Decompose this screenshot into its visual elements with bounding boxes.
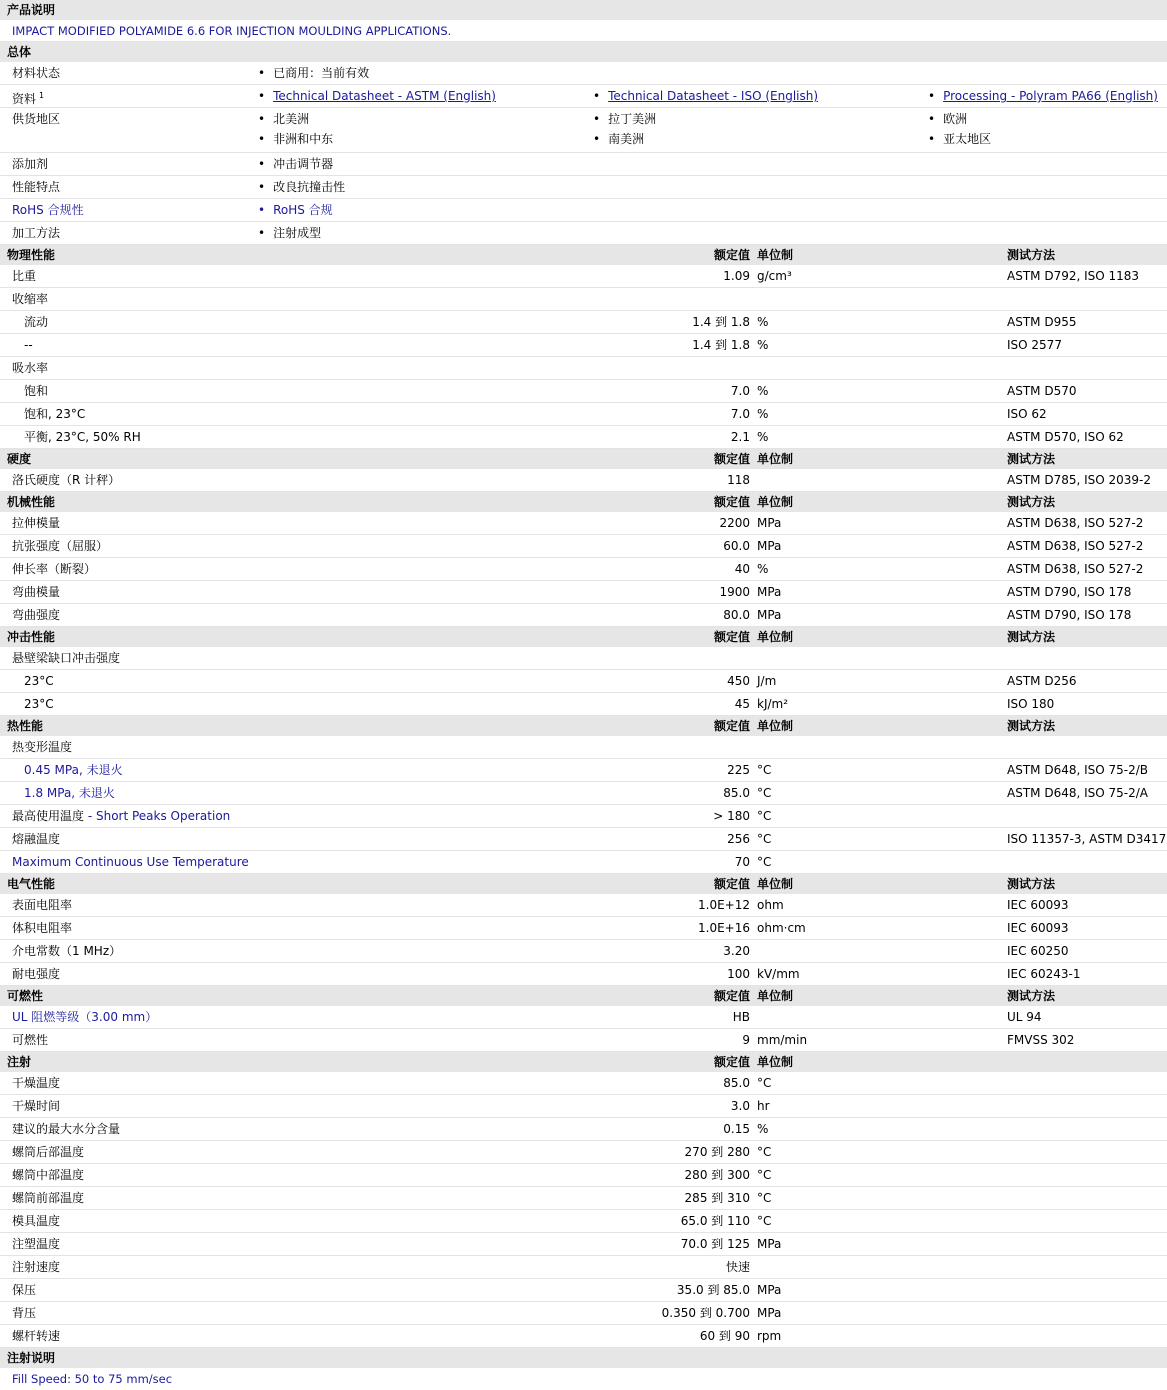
header-unit: 单位制 (757, 630, 794, 644)
property-row: 1.8 MPa, 未退火 85.0 °C ASTM D648, ISO 75-2/A (0, 782, 1167, 805)
rohs-value: • RoHS 合规 (258, 199, 333, 221)
header-method: 测试方法 (1007, 248, 1056, 262)
property-row: 吸水率 (0, 357, 1167, 380)
docs-footnote: 1 (39, 91, 45, 100)
docs-label: 资料 (12, 92, 37, 106)
injection-notes-text: Fill Speed: 50 to 75 mm/sec (12, 1372, 173, 1386)
general-row-process (0, 222, 1167, 245)
header-unit: 单位制 (757, 877, 794, 891)
section-hardness (0, 449, 1167, 469)
header-unit: 单位制 (757, 495, 794, 509)
header-method: 测试方法 (1007, 877, 1056, 891)
property-row: 螺筒后部温度 270 到 280 °C (0, 1141, 1167, 1164)
property-row: 拉伸模量 2200 MPa ASTM D638, ISO 527-2 (0, 512, 1167, 535)
property-row: 饱和 7.0 % ASTM D570 (0, 380, 1167, 403)
doc-link-astm[interactable]: • Technical Datasheet - ASTM (English) (258, 85, 496, 107)
property-row: 熔融温度 256 °C ISO 11357-3, ASTM D3417 (0, 828, 1167, 851)
property-row: 23°C 450 J/m ASTM D256 (0, 670, 1167, 693)
property-row: 悬壁梁缺口冲击强度 (0, 647, 1167, 670)
row-label (12, 85, 44, 110)
header-value: 额定值 (713, 719, 750, 733)
section-title: 注射说明 (7, 1351, 56, 1365)
property-row: 伸长率（断裂） 40 % ASTM D638, ISO 527-2 (0, 558, 1167, 581)
property-row: 表面电阻率 1.0E+12 ohm IEC 60093 (0, 894, 1167, 917)
general-row-rohs (0, 199, 1167, 222)
general-row-additive (0, 153, 1167, 176)
doc-link-iso[interactable]: • Technical Datasheet - ISO (English) (593, 85, 818, 107)
section-title: 硬度 (7, 452, 32, 466)
region-item: • 欧洲 (928, 108, 967, 130)
injection-notes-row (0, 1368, 1167, 1390)
row-label: 加工方法 (12, 226, 61, 240)
header-method: 测试方法 (1007, 452, 1056, 466)
header-value: 额定值 (713, 495, 750, 509)
property-row: 注塑温度 70.0 到 125 MPa (0, 1233, 1167, 1256)
doc-link-processing[interactable]: • Processing - Polyram PA66 (English) (928, 85, 1158, 107)
property-row: 螺筒前部温度 285 到 310 °C (0, 1187, 1167, 1210)
row-label: 供货地区 (12, 112, 61, 126)
property-row: 流动 1.4 到 1.8 % ASTM D955 (0, 311, 1167, 334)
general-row-docs (0, 85, 1167, 108)
section-product-description (0, 0, 1167, 20)
header-method: 测试方法 (1007, 989, 1056, 1003)
header-value: 额定值 (713, 1055, 750, 1069)
property-row: 建议的最大水分含量 0.15 % (0, 1118, 1167, 1141)
header-method: 测试方法 (1007, 719, 1056, 733)
process-value: • 注射成型 (258, 222, 321, 244)
property-row: UL 阻燃等级（3.00 mm） HB UL 94 (0, 1006, 1167, 1029)
region-item: • 拉丁美洲 (593, 108, 656, 130)
section-title: 物理性能 (7, 248, 56, 262)
property-row: 可燃性 9 mm/min FMVSS 302 (0, 1029, 1167, 1052)
property-row: Maximum Continuous Use Temperature 70 °C (0, 851, 1167, 874)
section-title: 总体 (7, 45, 32, 59)
header-value: 额定值 (713, 630, 750, 644)
section-general (0, 42, 1167, 62)
section-injection (0, 1052, 1167, 1072)
section-title: 电气性能 (7, 877, 56, 891)
property-row: 模具温度 65.0 到 110 °C (0, 1210, 1167, 1233)
property-row: 体积电阻率 1.0E+16 ohm·cm IEC 60093 (0, 917, 1167, 940)
section-title: 可燃性 (7, 989, 44, 1003)
general-row-regions (0, 108, 1167, 153)
property-row: 干燥温度 85.0 °C (0, 1072, 1167, 1095)
region-item: • 北美洲 (258, 108, 309, 130)
header-unit: 单位制 (757, 248, 794, 262)
property-row: 注射速度 快速 (0, 1256, 1167, 1279)
property-row: 0.45 MPa, 未退火 225 °C ASTM D648, ISO 75-2/B (0, 759, 1167, 782)
feature-value: • 改良抗撞击性 (258, 176, 345, 198)
section-title: 注射 (7, 1055, 32, 1069)
property-row: 螺筒中部温度 280 到 300 °C (0, 1164, 1167, 1187)
status-value: • 已商用：当前有效 (258, 62, 369, 84)
header-unit: 单位制 (757, 1055, 794, 1069)
region-item: • 非洲和中东 (258, 128, 333, 150)
product-description-text: IMPACT MODIFIED POLYAMIDE 6.6 FOR INJECTION MOULDING APPLICATIONS. (12, 24, 452, 38)
property-row: 平衡, 23°C, 50% RH 2.1 % ASTM D570, ISO 62 (0, 426, 1167, 449)
section-title: 冲击性能 (7, 630, 56, 644)
property-row: 耐电强度 100 kV/mm IEC 60243-1 (0, 963, 1167, 986)
section-title: 产品说明 (7, 3, 56, 17)
general-row-feature (0, 176, 1167, 199)
header-value: 额定值 (713, 989, 750, 1003)
property-row: 弯曲强度 80.0 MPa ASTM D790, ISO 178 (0, 604, 1167, 627)
header-value: 额定值 (713, 877, 750, 891)
section-electrical (0, 874, 1167, 894)
section-injection-notes (0, 1348, 1167, 1368)
header-unit: 单位制 (757, 452, 794, 466)
header-value: 额定值 (713, 452, 750, 466)
general-row-status (0, 62, 1167, 85)
section-impact (0, 627, 1167, 647)
property-row: 23°C 45 kJ/m² ISO 180 (0, 693, 1167, 716)
section-mechanical (0, 492, 1167, 512)
header-method: 测试方法 (1007, 630, 1056, 644)
row-label: RoHS 合规性 (12, 203, 84, 217)
section-physical (0, 245, 1167, 265)
property-row: 洛氏硬度（R 计秤） 118 ASTM D785, ISO 2039-2 (0, 469, 1167, 492)
row-label: 添加剂 (12, 157, 49, 171)
header-method: 测试方法 (1007, 495, 1056, 509)
property-row: 抗张强度（屈服） 60.0 MPa ASTM D638, ISO 527-2 (0, 535, 1167, 558)
property-row: 干燥时间 3.0 hr (0, 1095, 1167, 1118)
header-unit: 单位制 (757, 989, 794, 1003)
region-item: • 南美洲 (593, 128, 644, 150)
property-row: 比重 1.09 g/cm³ ASTM D792, ISO 1183 (0, 265, 1167, 288)
region-item: • 亚太地区 (928, 128, 991, 150)
property-row: 最高使用温度 - Short Peaks Operation > 180 °C (0, 805, 1167, 828)
header-value: 额定值 (713, 248, 750, 262)
property-row: -- 1.4 到 1.8 % ISO 2577 (0, 334, 1167, 357)
property-row: 弯曲模量 1900 MPa ASTM D790, ISO 178 (0, 581, 1167, 604)
property-row: 热变形温度 (0, 736, 1167, 759)
section-flammability (0, 986, 1167, 1006)
property-row: 收缩率 (0, 288, 1167, 311)
row-label: 材料状态 (12, 66, 61, 80)
section-title: 热性能 (7, 719, 44, 733)
product-description-row (0, 20, 1167, 42)
section-title: 机械性能 (7, 495, 56, 509)
property-row: 螺杆转速 60 到 90 rpm (0, 1325, 1167, 1348)
property-row: 背压 0.350 到 0.700 MPa (0, 1302, 1167, 1325)
additive-value: • 冲击调节器 (258, 153, 333, 175)
property-row: 保压 35.0 到 85.0 MPa (0, 1279, 1167, 1302)
row-label: 性能特点 (12, 180, 61, 194)
header-unit: 单位制 (757, 719, 794, 733)
property-row: 介电常数（1 MHz） 3.20 IEC 60250 (0, 940, 1167, 963)
section-thermal (0, 716, 1167, 736)
property-row: 饱和, 23°C 7.0 % ISO 62 (0, 403, 1167, 426)
